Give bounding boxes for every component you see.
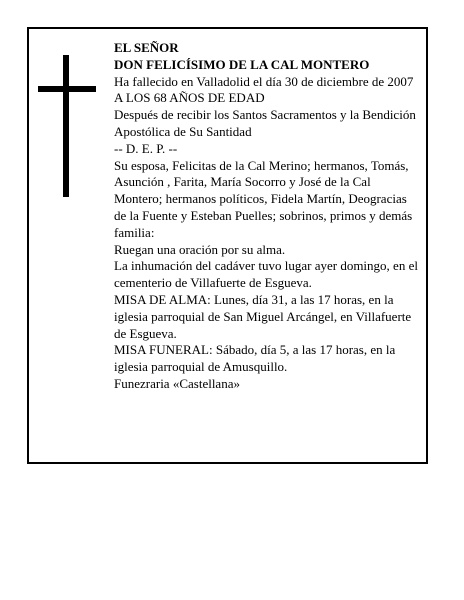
rip-line: -- D. E. P. -- <box>114 140 178 156</box>
prayer-request: Ruegan una oración por su alma. <box>114 241 286 257</box>
funeral-info: MISA FUNERAL: Sábado, día 5, a las 17 horas, en la iglesia parroquial de Amusquillo. <box>114 342 396 375</box>
cross-vertical-bar <box>63 55 69 197</box>
cross-horizontal-bar <box>38 86 96 92</box>
mass-info: MISA DE ALMA: Lunes, día 31, a las 17 horas, en la iglesia parroquial de San Miguel Arcángel, en Villafuerte de Esgueva. <box>114 291 412 341</box>
age-statement: A LOS 68 AÑOS DE EDAD <box>114 90 265 106</box>
deceased-title: EL SEÑOR <box>114 40 179 55</box>
burial-info: La inhumación del cadáver tuvo lugar ayer domingo, en el cementerio de Villafuerte de Esgueva. <box>114 258 418 291</box>
death-statement: Ha fallecido en Valladolid el día 30 de diciembre de 2007 <box>114 73 414 89</box>
family-list: Su esposa, Felicitas de la Cal Merino; hermanos, Tomás, Asunción , Farita, María Socorro y José de la Cal Montero; hermanos políticos, Fidela Martín, Deogracias de la Fuente y Esteban Puelles; sobrinos, primos y demás familia: <box>114 157 413 240</box>
cross-icon <box>38 55 96 197</box>
deceased-name: DON FELICÍSIMO DE LA CAL MONTERO <box>114 56 370 72</box>
sacraments-statement: Después de recibir los Santos Sacramentos y la Bendición Apostólica de Su Santidad <box>114 107 416 139</box>
obituary-text <box>114 40 420 393</box>
funeral-home: Funezraria «Castellana» <box>114 375 240 391</box>
